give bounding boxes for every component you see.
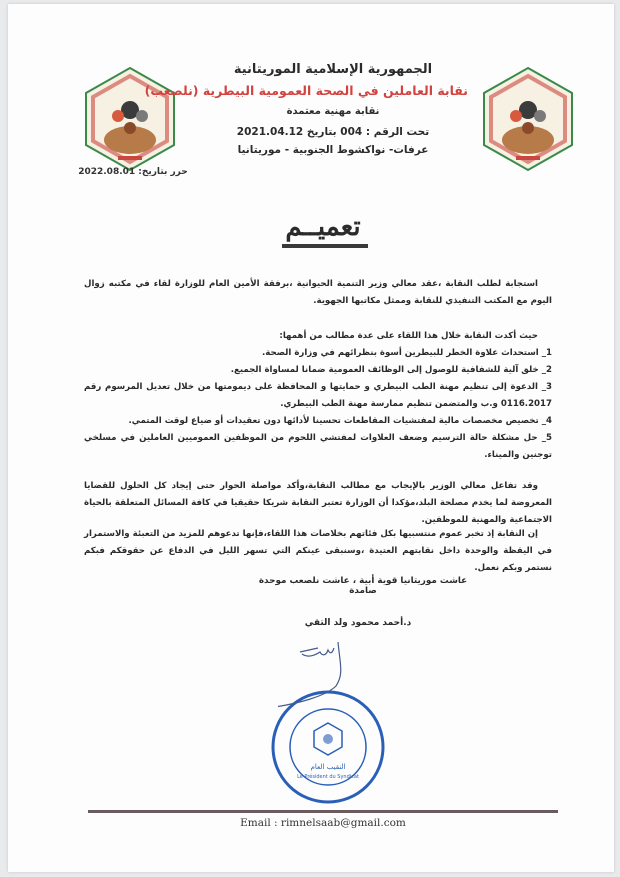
demand-item: 3_ الدعوة إلى تنظيم مهنة الطب البيطري و حمايتها و المحافظة على ديمومتها من خلال تعديل المرسوم رقم 0116.2017 و.ب والمتضمن تنظيم ممارسة مهنة الطب البيطري. <box>84 382 552 409</box>
stamp-title-ar: النقيب العام <box>310 763 346 771</box>
address: عرفات- نواكشوط الجنوبية - موريتانيا <box>237 144 429 156</box>
union-logo-icon <box>480 66 576 172</box>
union-type: نقابة مهنية معتمدة <box>286 106 380 117</box>
signature <box>278 634 378 734</box>
demands-intro: حيث أكدت النقابة خلال هذا اللقاء على عدة مطالب من أهمها: <box>279 331 538 341</box>
closing-paragraph: إن النقابة إذ تخبر عموم منتسبيها بكل فئاتهم بخلاصات هذا اللقاء،فإنها تدعوهم للمزيد من التعبئة والاستمرار في اليقظة والوحدة داخل نقابتهم العتيدة ،وسنبقى عينكم التي تسهر الليل في الدفاع عن حقوقكم فبكم نستمر وبكم نعمل. <box>84 529 552 573</box>
document-page <box>8 4 614 872</box>
demand-item: 1_ استحداث علاوة الخطر للبيطرين أسوة بنظرائهم في وزارة الصحة. <box>262 348 552 358</box>
footer-email: Email : rimnelsaab@gmail.com <box>240 817 406 829</box>
signer-name: د.أحمد محمود ولد التقي <box>304 618 412 628</box>
title-underline <box>282 244 368 248</box>
date-written: حرر بتاريخ: 2022.08.01 <box>78 167 188 177</box>
country-name: الجمهورية الإسلامية الموريتانية <box>233 62 433 77</box>
document-title: تعميــم <box>285 212 361 242</box>
demands-section <box>84 328 552 464</box>
stamp-title-fr: Le Président du Syndicat <box>297 774 359 780</box>
union-name: نقابة العاملين في الصحة العمومية البيطرية (نلصعب) <box>144 83 468 98</box>
footer-divider <box>88 810 558 813</box>
demand-item: 2_ خلق آلية للشفافية للوصول إلى الوظائف العمومية ضمانا لمساواة الجميع. <box>230 365 552 375</box>
demand-item: 5_ حل مشكلة حالة الترسيم وضعف العلاوات لمفتشي اللحوم من الموظفين العموميين العاملين في مسلخي توجنين والميناء. <box>84 433 552 460</box>
demand-item: 4_ تخصيص مخصصات مالية لمفتشيات المقاطعات تحسينا لأدائها دون تعقيدات أو ضياع لوقت المتمي. <box>128 416 552 426</box>
letterhead <box>144 54 468 156</box>
intro-paragraph: استجابة لطلب النقابة ،عقد معالي وزير التنمية الحيوانية ،برفقة الأمين العام للوزارة لقاء في مكتبه زوال اليوم مع المكتب التنفيذي للنقابة وممثل مكاتبها الجهوية. <box>84 279 552 306</box>
union-logo-icon <box>82 66 178 172</box>
slogan: عاشت موريتانيا قوية أبية ، عاشت نلصعب موحدة صامدة <box>258 576 468 596</box>
registration-number: تحت الرقم : 004 بتاريخ 2021.04.12 <box>236 126 430 138</box>
minister-response-paragraph: وقد تفاعل معالي الوزير بالإيجاب مع مطالب النقابة،وأكد مواصلة الحوار حتى إيجاد كل الحلول للقضايا المعروضة لما يخدم مصلحة البلد،مؤكدا أن الوزارة تعتبر النقابة شريكا حقيقيا في كافة المسائل المتعلقة بالحياة الاجتماعية والمهنية للموظفين. <box>84 481 552 525</box>
